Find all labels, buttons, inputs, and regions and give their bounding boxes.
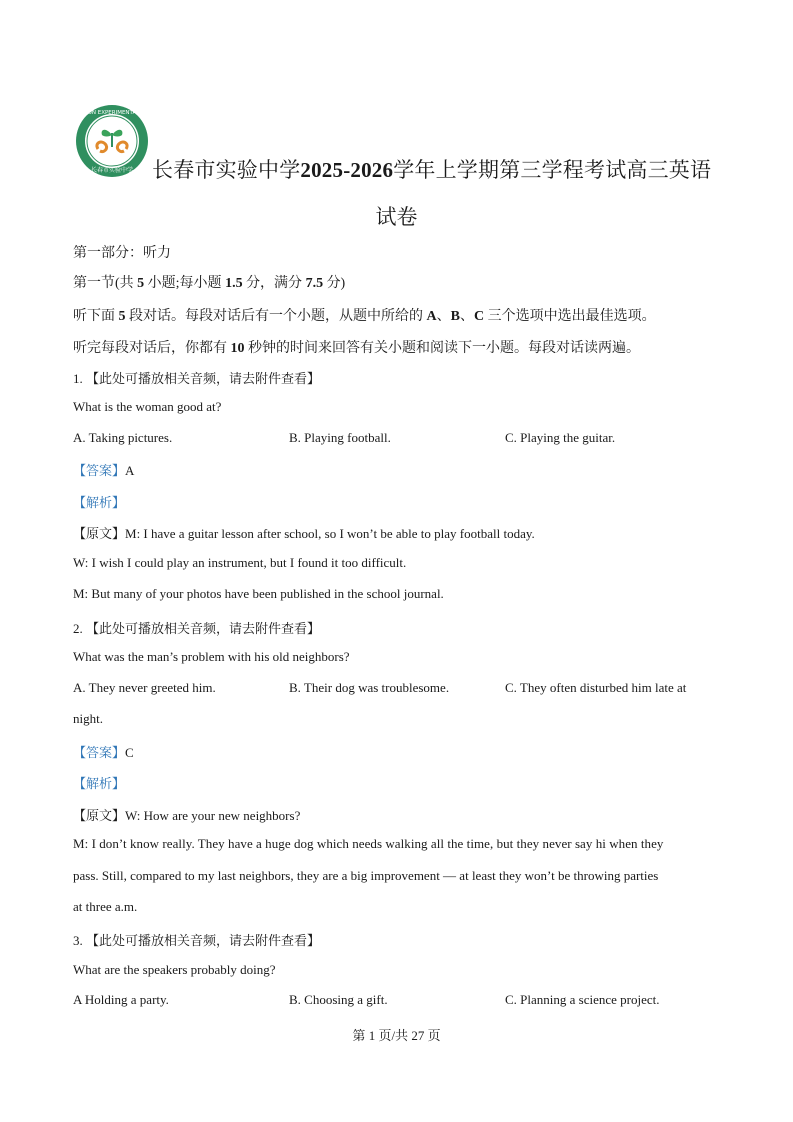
- question-2-transcript-3: pass. Still, compared to my last neighbors, they are a big improvement — at least they won’t be throwing parties: [73, 868, 659, 883]
- question-3-option-a: A Holding a party.: [73, 992, 169, 1007]
- question-1-option-c: C. Playing the guitar.: [505, 430, 616, 445]
- instructions-line-1: 听下面 5 段对话。每段对话后有一个小题，从题中所给的 A、B、C 三个选项中选出最佳选项。: [73, 309, 656, 324]
- question-2-transcript-4: at three a.m.: [73, 899, 138, 914]
- question-2-answer: 【答案】C: [73, 745, 134, 760]
- logo-bottom-text: 长春市实验中学: [90, 167, 134, 174]
- question-2-option-b: B. Their dog was troublesome.: [289, 680, 450, 695]
- question-3-option-b: B. Choosing a gift.: [289, 992, 388, 1007]
- school-logo: [59, 103, 165, 179]
- question-2-analysis-label: 【解析】: [73, 776, 126, 791]
- question-1-text: What is the woman good at?: [73, 399, 222, 414]
- question-2-option-c: C. They often disturbed him late at: [505, 680, 687, 695]
- question-1-audio[interactable]: 1. 【此处可播放相关音频，请去附件查看】: [73, 371, 321, 386]
- question-3-option-c: C. Planning a science project.: [505, 992, 660, 1007]
- part-heading: 第一部分：听力: [73, 246, 171, 261]
- question-2-option-c-wrap: night.: [73, 711, 103, 726]
- instructions-line-2: 听完每段对话后，你都有 10 秒钟的时间来回答有关小题和阅读下一小题。每段对话读两遍。: [73, 341, 640, 356]
- page-title-line2: 试卷: [375, 205, 418, 229]
- question-2-transcript-1: 【原文】W: How are your new neighbors?: [73, 808, 301, 823]
- logo-top-text: CHANGCHUN EXPERIMENTAL SCHOOL: [59, 110, 165, 116]
- section-heading: 第一节(共 5 小题;每小题 1.5 分，满分 7.5 分): [73, 276, 346, 291]
- question-1-answer: 【答案】A: [73, 463, 135, 478]
- question-1-transcript-2: W: I wish I could play an instrument, but I found it too difficult.: [73, 555, 407, 570]
- question-2-option-a: A. They never greeted him.: [73, 680, 216, 695]
- question-1-option-a: A. Taking pictures.: [73, 430, 173, 445]
- question-2-transcript-2: M: I don’t know really. They have a huge dog which needs walking all the time, but they never say hi when they: [73, 836, 664, 851]
- question-3-text: What are the speakers probably doing?: [73, 962, 276, 977]
- question-3-audio[interactable]: 3. 【此处可播放相关音频，请去附件查看】: [73, 933, 321, 948]
- page-title: 长春市实验中学2025-2026学年上学期第三学程考试高三英语: [152, 158, 712, 182]
- page-footer: 第 1 页/共 27 页: [352, 1028, 441, 1043]
- question-1-option-b: B. Playing football.: [289, 430, 391, 445]
- question-2-audio[interactable]: 2. 【此处可播放相关音频，请去附件查看】: [73, 621, 321, 636]
- question-1-analysis-label: 【解析】: [73, 495, 126, 510]
- question-1-transcript-1: 【原文】M: I have a guitar lesson after school, so I won’t be able to play football today.: [73, 526, 535, 541]
- question-2-text: What was the man’s problem with his old neighbors?: [73, 649, 350, 664]
- question-1-transcript-3: M: But many of your photos have been published in the school journal.: [73, 586, 444, 601]
